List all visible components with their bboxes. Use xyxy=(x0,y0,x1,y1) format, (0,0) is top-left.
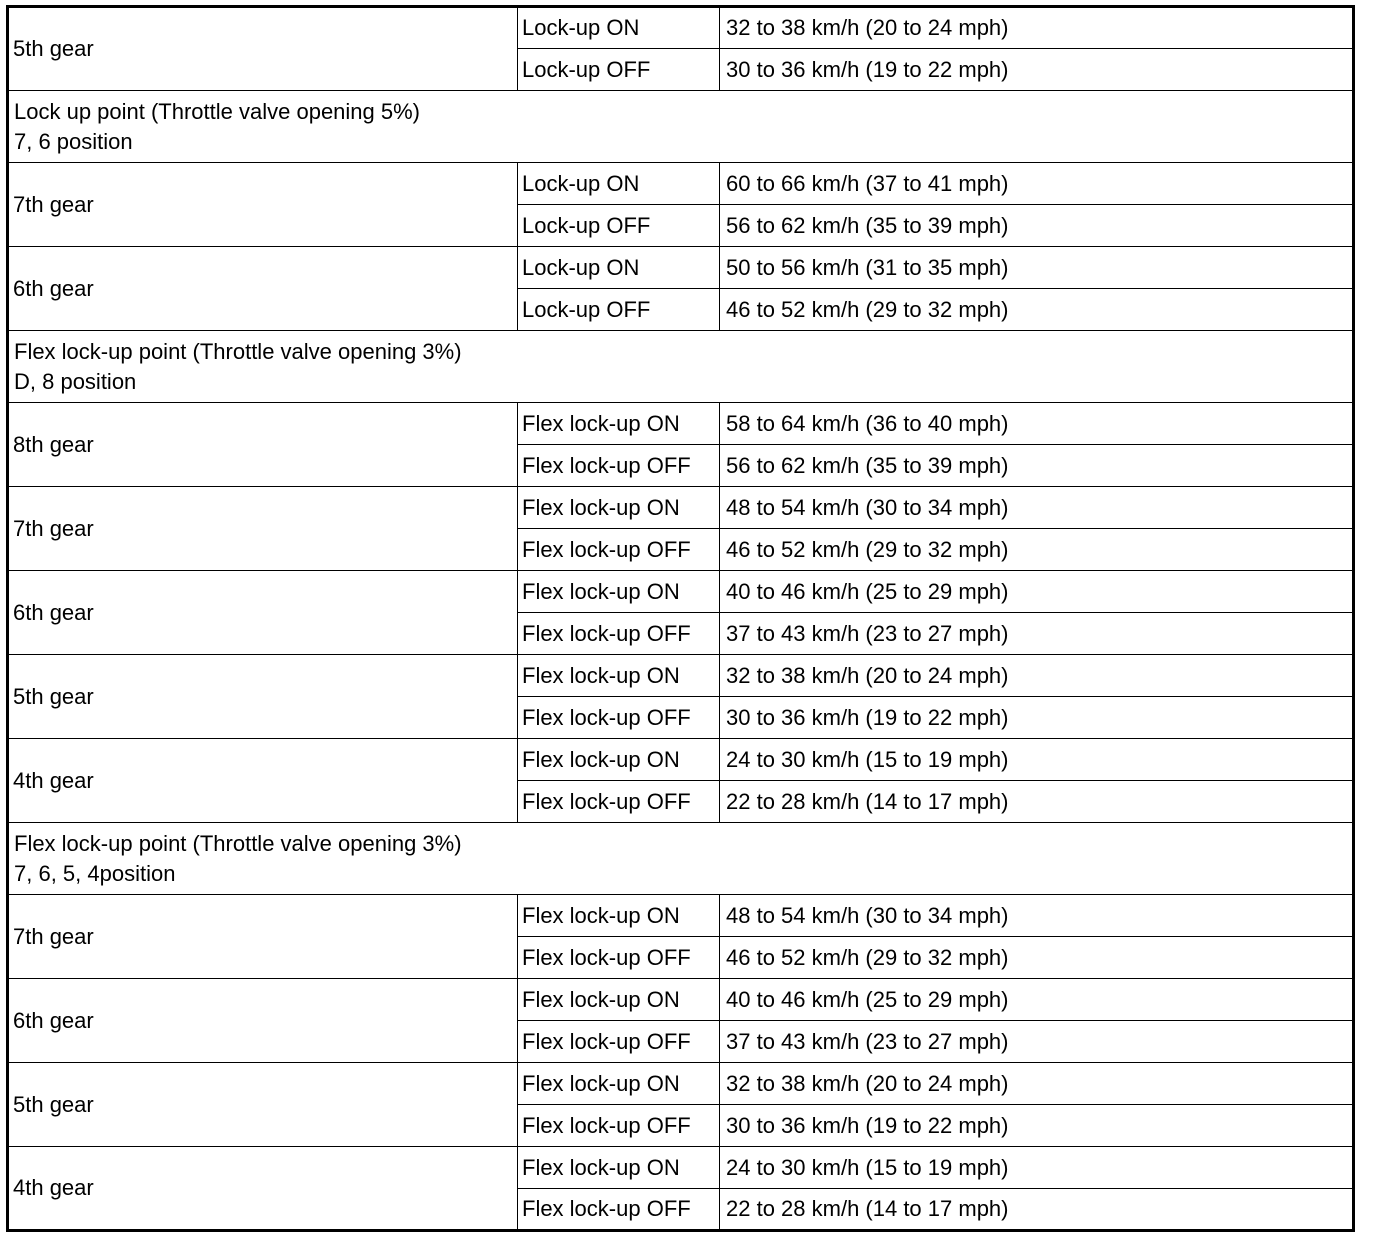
lockup-mode-cell: Flex lock-up ON xyxy=(518,1147,720,1189)
gear-cell: 6th gear xyxy=(8,247,518,331)
lockup-speed-table xyxy=(6,5,1355,1232)
section-header-row xyxy=(8,91,1354,163)
speed-range-cell: 58 to 64 km/h (36 to 40 mph) xyxy=(720,403,1354,445)
speed-range-cell: 37 to 43 km/h (23 to 27 mph) xyxy=(720,613,1354,655)
lockup-mode-cell: Flex lock-up OFF xyxy=(518,781,720,823)
speed-range-cell: 30 to 36 km/h (19 to 22 mph) xyxy=(720,1105,1354,1147)
speed-range-cell: 22 to 28 km/h (14 to 17 mph) xyxy=(720,781,1354,823)
section-subtitle: 7, 6, 5, 4position xyxy=(14,860,176,886)
lockup-mode-cell: Flex lock-up ON xyxy=(518,979,720,1021)
table-row xyxy=(8,739,1354,781)
lockup-mode-cell: Flex lock-up OFF xyxy=(518,1105,720,1147)
speed-range-cell: 48 to 54 km/h (30 to 34 mph) xyxy=(720,487,1354,529)
speed-range-cell: 24 to 30 km/h (15 to 19 mph) xyxy=(720,739,1354,781)
lockup-mode-cell: Lock-up OFF xyxy=(518,49,720,91)
speed-range-cell: 30 to 36 km/h (19 to 22 mph) xyxy=(720,49,1354,91)
speed-range-cell: 24 to 30 km/h (15 to 19 mph) xyxy=(720,1147,1354,1189)
section-title: Flex lock-up point (Throttle valve opening 3%) xyxy=(14,830,462,856)
section-header-row xyxy=(8,331,1354,403)
gear-cell: 4th gear xyxy=(8,1147,518,1231)
lockup-mode-cell: Flex lock-up ON xyxy=(518,1063,720,1105)
speed-range-cell: 46 to 52 km/h (29 to 32 mph) xyxy=(720,937,1354,979)
speed-range-cell: 40 to 46 km/h (25 to 29 mph) xyxy=(720,979,1354,1021)
lockup-mode-cell: Flex lock-up OFF xyxy=(518,529,720,571)
speed-range-cell: 60 to 66 km/h (37 to 41 mph) xyxy=(720,163,1354,205)
section-header-cell xyxy=(8,91,1354,163)
speed-range-cell: 50 to 56 km/h (31 to 35 mph) xyxy=(720,247,1354,289)
section-header-cell xyxy=(8,823,1354,895)
lockup-mode-cell: Lock-up OFF xyxy=(518,205,720,247)
table-row xyxy=(8,655,1354,697)
table-row xyxy=(8,7,1354,49)
lockup-mode-cell: Flex lock-up ON xyxy=(518,739,720,781)
table-row xyxy=(8,487,1354,529)
section-subtitle: D, 8 position xyxy=(14,368,137,394)
lockup-mode-cell: Flex lock-up ON xyxy=(518,487,720,529)
section-header-cell xyxy=(8,331,1354,403)
speed-range-cell: 32 to 38 km/h (20 to 24 mph) xyxy=(720,655,1354,697)
lockup-mode-cell: Lock-up OFF xyxy=(518,289,720,331)
table-row xyxy=(8,163,1354,205)
lockup-mode-cell: Flex lock-up ON xyxy=(518,403,720,445)
section-title: Lock up point (Throttle valve opening 5%) xyxy=(14,98,421,124)
table-row xyxy=(8,979,1354,1021)
table-body xyxy=(8,7,1354,1231)
table-row xyxy=(8,1063,1354,1105)
lockup-mode-cell: Lock-up ON xyxy=(518,247,720,289)
speed-range-cell: 30 to 36 km/h (19 to 22 mph) xyxy=(720,697,1354,739)
speed-range-cell: 46 to 52 km/h (29 to 32 mph) xyxy=(720,289,1354,331)
lockup-mode-cell: Flex lock-up OFF xyxy=(518,937,720,979)
speed-range-cell: 40 to 46 km/h (25 to 29 mph) xyxy=(720,571,1354,613)
speed-range-cell: 46 to 52 km/h (29 to 32 mph) xyxy=(720,529,1354,571)
table-row xyxy=(8,403,1354,445)
lockup-mode-cell: Flex lock-up OFF xyxy=(518,697,720,739)
section-title: Flex lock-up point (Throttle valve opening 3%) xyxy=(14,338,462,364)
table-row xyxy=(8,895,1354,937)
gear-cell: 6th gear xyxy=(8,571,518,655)
table-row xyxy=(8,571,1354,613)
lockup-mode-cell: Lock-up ON xyxy=(518,163,720,205)
gear-cell: 5th gear xyxy=(8,1063,518,1147)
lockup-mode-cell: Flex lock-up ON xyxy=(518,895,720,937)
section-header-row xyxy=(8,823,1354,895)
gear-cell: 7th gear xyxy=(8,895,518,979)
lockup-mode-cell: Flex lock-up OFF xyxy=(518,1021,720,1063)
speed-range-cell: 32 to 38 km/h (20 to 24 mph) xyxy=(720,7,1354,49)
gear-cell: 5th gear xyxy=(8,655,518,739)
table-row xyxy=(8,1147,1354,1189)
speed-range-cell: 37 to 43 km/h (23 to 27 mph) xyxy=(720,1021,1354,1063)
lockup-mode-cell: Flex lock-up OFF xyxy=(518,1189,720,1231)
speed-range-cell: 48 to 54 km/h (30 to 34 mph) xyxy=(720,895,1354,937)
table-row xyxy=(8,247,1354,289)
section-subtitle: 7, 6 position xyxy=(14,128,133,154)
gear-cell: 7th gear xyxy=(8,163,518,247)
gear-cell: 4th gear xyxy=(8,739,518,823)
speed-range-cell: 56 to 62 km/h (35 to 39 mph) xyxy=(720,445,1354,487)
gear-cell: 8th gear xyxy=(8,403,518,487)
speed-range-cell: 22 to 28 km/h (14 to 17 mph) xyxy=(720,1189,1354,1231)
lockup-mode-cell: Flex lock-up ON xyxy=(518,571,720,613)
gear-cell: 7th gear xyxy=(8,487,518,571)
gear-cell: 6th gear xyxy=(8,979,518,1063)
lockup-mode-cell: Lock-up ON xyxy=(518,7,720,49)
lockup-mode-cell: Flex lock-up ON xyxy=(518,655,720,697)
gear-cell: 5th gear xyxy=(8,7,518,91)
lockup-mode-cell: Flex lock-up OFF xyxy=(518,445,720,487)
speed-range-cell: 32 to 38 km/h (20 to 24 mph) xyxy=(720,1063,1354,1105)
speed-range-cell: 56 to 62 km/h (35 to 39 mph) xyxy=(720,205,1354,247)
lockup-mode-cell: Flex lock-up OFF xyxy=(518,613,720,655)
